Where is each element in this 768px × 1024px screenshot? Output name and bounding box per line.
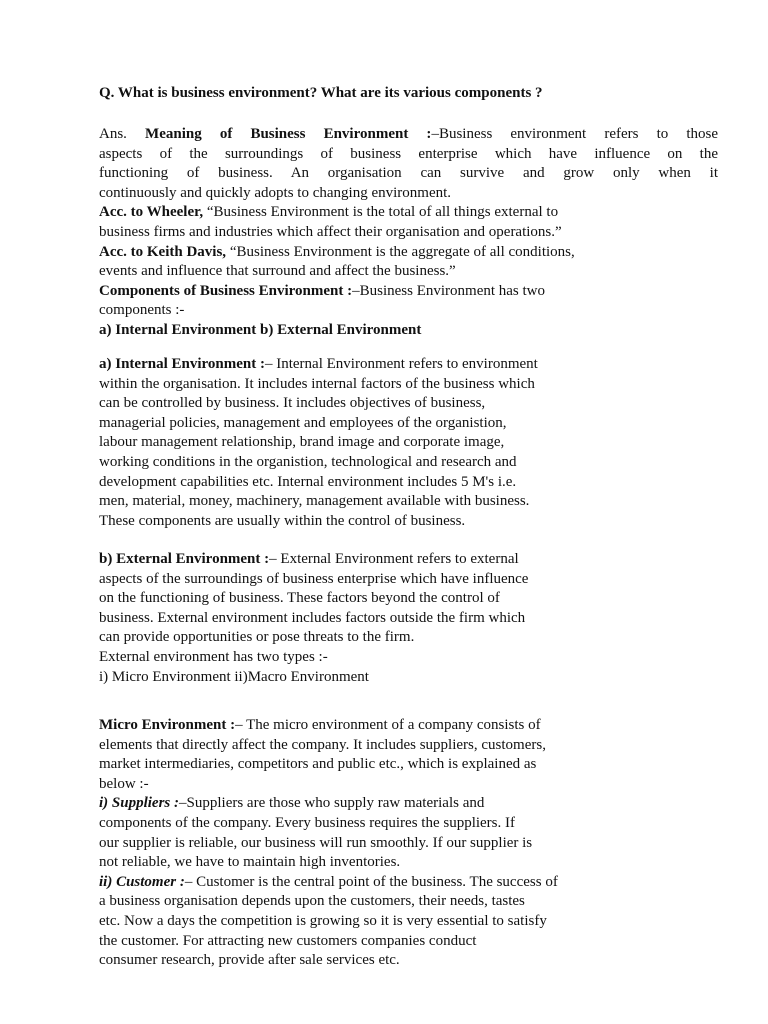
external-line: on the functioning of business. These factors beyond the control of xyxy=(99,590,500,607)
internal-line: These components are usually within the control of business. xyxy=(99,512,466,529)
suppliers-line: components of the company. Every business requires the suppliers. If xyxy=(99,814,516,831)
external-line: can provide opportunities or pose threats to the firm. xyxy=(99,629,415,646)
meaning-line: Ans. Meaning of Business Environment :–Business environment refers to those xyxy=(99,126,719,142)
wheeler-line: Acc. to Wheeler, “Business Environment is the total of all things external to xyxy=(99,204,559,221)
micro-environment-section xyxy=(99,716,558,971)
customer-line: etc. Now a days the competition is growing so it is very essential to satisfy xyxy=(99,912,547,929)
internal-line: managerial policies, management and employees of the organistion, xyxy=(99,414,507,431)
micro-line: below :- xyxy=(99,775,149,792)
question-block xyxy=(99,84,543,104)
internal-line: men, material, money, machinery, management available with business. xyxy=(99,493,530,510)
micro-heading: Micro Environment : xyxy=(99,717,236,733)
internal-line: a) Internal Environment :– Internal Environment refers to environment xyxy=(99,356,538,372)
components-line: Components of Business Environment :–Business Environment has two xyxy=(99,282,546,299)
meaning-line: aspects of the surroundings of business enterprise which have influence on the xyxy=(99,145,718,162)
external-heading: b) External Environment : xyxy=(99,551,270,567)
customer-line: consumer research, provide after sale services etc. xyxy=(99,952,400,969)
external-environment-section xyxy=(99,550,528,687)
internal-heading: a) Internal Environment : xyxy=(99,356,265,372)
micro-line: elements that directly affect the company. It includes suppliers, customers, xyxy=(99,736,546,753)
internal-line: working conditions in the organistion, technological and research and xyxy=(99,453,517,470)
customer-line: the customer. For attracting new customers companies conduct xyxy=(99,932,477,949)
internal-line: within the organisation. It includes internal factors of the business which xyxy=(99,375,535,392)
components-heading: Components of Business Environment : xyxy=(99,282,353,299)
customer-line: ii) Customer :– Customer is the central point of the business. The success of xyxy=(99,873,558,890)
davis-line: events and influence that surround and affect the business.” xyxy=(99,263,456,280)
wheeler-label: Acc. to Wheeler, xyxy=(99,204,204,221)
components-types: a) Internal Environment b) External Environment xyxy=(99,321,422,338)
customer-heading: ii) Customer : xyxy=(99,873,185,890)
micro-line: market intermediaries, competitors and public etc., which is explained as xyxy=(99,756,537,773)
customer-line: a business organisation depends upon the customers, their needs, tastes xyxy=(99,893,525,910)
suppliers-heading: i) Suppliers : xyxy=(99,795,180,812)
external-line: aspects of the surroundings of business enterprise which have influence xyxy=(99,570,529,587)
external-line: External environment has two types :- xyxy=(99,648,328,665)
micro-line: Micro Environment :– The micro environment of a company consists of xyxy=(99,717,541,733)
answer-lead: Ans. xyxy=(99,126,127,142)
internal-line: development capabilities etc. Internal environment includes 5 M's i.e. xyxy=(99,473,517,490)
internal-environment-section xyxy=(99,355,538,531)
external-line: i) Micro Environment ii)Macro Environment xyxy=(99,668,369,685)
question-heading: Q. What is business environment? What are its various components ? xyxy=(99,85,543,101)
davis-label: Acc. to Keith Davis, xyxy=(99,243,227,260)
davis-line: Acc. to Keith Davis, “Business Environment is the aggregate of all conditions, xyxy=(99,243,575,260)
internal-line: can be controlled by business. It includes objectives of business, xyxy=(99,395,486,412)
components-line: components :- xyxy=(99,302,185,319)
external-line: b) External Environment :– External Environment refers to external xyxy=(99,551,519,567)
meaning-heading: Meaning of Business Environment : xyxy=(145,126,432,142)
suppliers-line: i) Suppliers :–Suppliers are those who supply raw materials and xyxy=(99,795,485,812)
suppliers-line: our supplier is reliable, our business will run smoothly. If our supplier is xyxy=(99,834,533,851)
wheeler-line: business firms and industries which affect their organisation and operations.” xyxy=(99,223,562,240)
answer-block xyxy=(99,125,718,341)
external-line: business. External environment includes factors outside the firm which xyxy=(99,609,526,626)
meaning-line: continuously and quickly adopts to changing environment. xyxy=(99,184,452,201)
meaning-line: functioning of business. An organisation can survive and grow only when it xyxy=(99,165,718,182)
suppliers-line: not reliable, we have to maintain high inventories. xyxy=(99,854,401,871)
internal-line: labour management relationship, brand image and corporate image, xyxy=(99,434,505,451)
